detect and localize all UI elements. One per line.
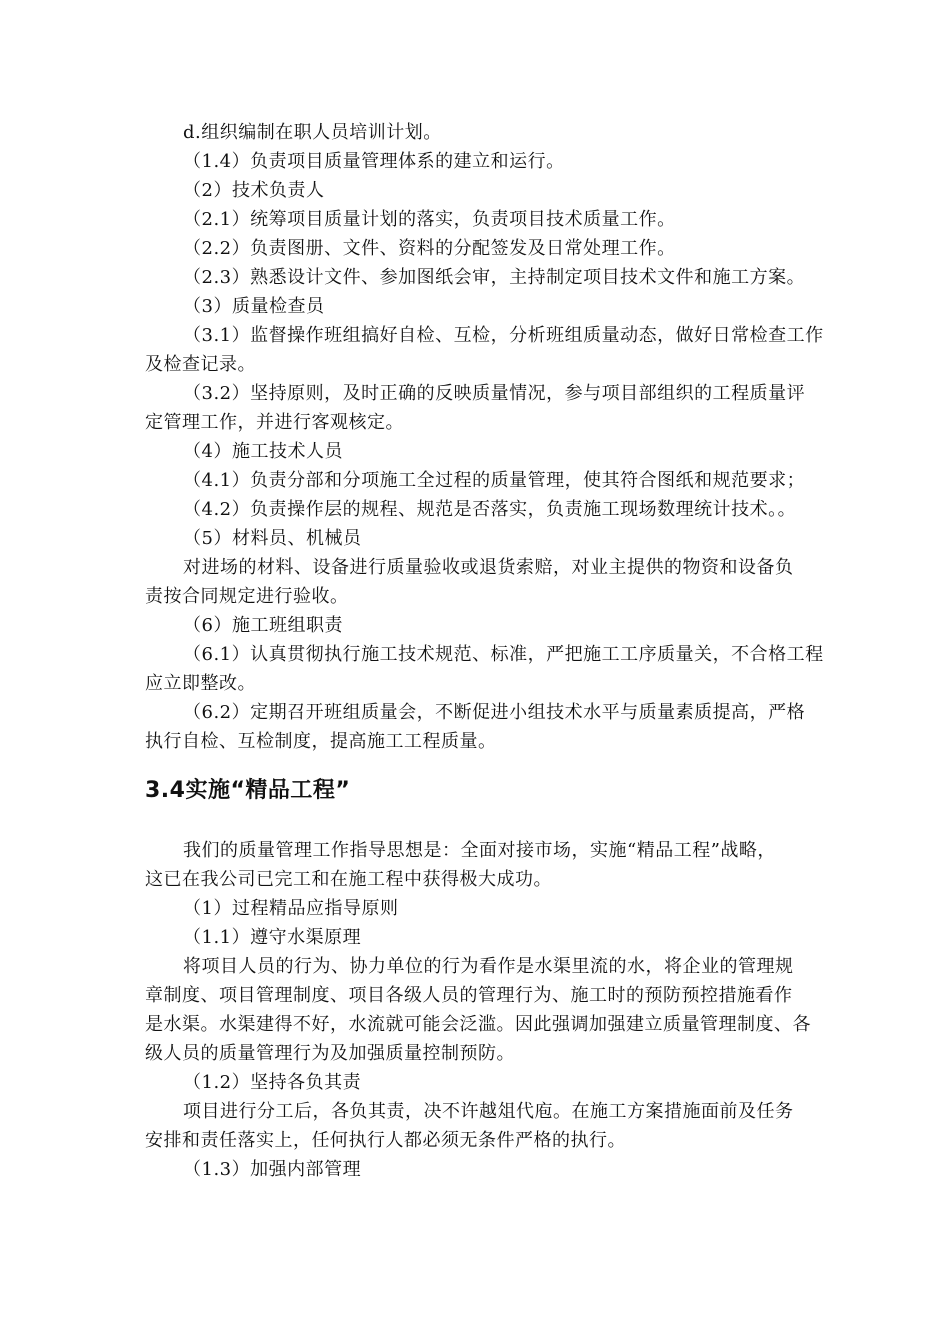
text-line: （1.1）遵守水渠原理 xyxy=(183,927,362,948)
text-line: 对进场的材料、设备进行质量验收或退货索赔，对业主提供的物资和设备负 xyxy=(183,557,794,578)
text-line: 及检查记录。 xyxy=(145,354,256,375)
text-line: （3.2）坚持原则，及时正确的反映质量情况，参与项目部组织的工程质量评 xyxy=(183,383,806,404)
text-line: （6.1）认真贯彻执行施工技术规范、标准，严把施工工序质量关，不合格工程 xyxy=(183,644,824,665)
text-line: （4.2）负责操作层的规程、规范是否落实，负责施工现场数理统计技术。。 xyxy=(183,499,797,520)
text-line: （1.4）负责项目质量管理体系的建立和运行。 xyxy=(183,151,565,172)
text-line: （2.3）熟悉设计文件、参加图纸会审，主持制定项目技术文件和施工方案。 xyxy=(183,267,806,288)
text-line: （1.3）加强内部管理 xyxy=(183,1159,362,1180)
text-line: （4.1）负责分部和分项施工全过程的质量管理，使其符合图纸和规范要求； xyxy=(183,470,806,491)
text-line: （1）过程精品应指导原则 xyxy=(183,898,399,919)
text-line: 责按合同规定进行验收。 xyxy=(145,586,349,607)
text-line: （3.1）监督操作班组搞好自检、互检，分析班组质量动态，做好日常检查工作 xyxy=(183,325,824,346)
text-line: 执行自检、互检制度，提高施工工程质量。 xyxy=(145,731,497,752)
text-line: 将项目人员的行为、协力单位的行为看作是水渠里流的水，将企业的管理规 xyxy=(183,956,794,977)
text-line: （3）质量检查员 xyxy=(183,296,325,317)
text-line: （6）施工班组职责 xyxy=(183,615,343,636)
text-line: d.组织编制在职人员培训计划。 xyxy=(183,122,442,143)
text-line: （2.2）负责图册、文件、资料的分配签发及日常处理工作。 xyxy=(183,238,676,259)
text-line: 应立即整改。 xyxy=(145,673,256,694)
text-line: （1.2）坚持各负其责 xyxy=(183,1072,362,1093)
text-line: 章制度、项目管理制度、项目各级人员的管理行为、施工时的预防预控措施看作 xyxy=(145,985,793,1006)
text-line: 这已在我公司已完工和在施工程中获得极大成功。 xyxy=(145,869,552,890)
text-line: 项目进行分工后，各负其责，决不许越俎代庖。在施工方案措施面前及任务 xyxy=(183,1101,794,1122)
text-line: （2.1）统筹项目质量计划的落实，负责项目技术质量工作。 xyxy=(183,209,676,230)
text-line: 定管理工作，并进行客观核定。 xyxy=(145,412,404,433)
text-line: （6.2）定期召开班组质量会，不断促进小组技术水平与质量素质提高，严格 xyxy=(183,702,806,723)
text-line: 安排和责任落实上，任何执行人都必须无条件严格的执行。 xyxy=(145,1130,626,1151)
text-line: 是水渠。水渠建得不好，水流就可能会泛滥。因此强调加强建立质量管理制度、各 xyxy=(145,1014,811,1035)
text-line: （4）施工技术人员 xyxy=(183,441,343,462)
text-line: 级人员的质量管理行为及加强质量控制预防。 xyxy=(145,1043,515,1064)
text-line: （2）技术负责人 xyxy=(183,180,325,201)
text-line: 我们的质量管理工作指导思想是：全面对接市场，实施“精品工程”战略， xyxy=(183,840,776,861)
section-heading: 3.4实施“精品工程” xyxy=(145,778,351,803)
text-line: （5）材料员、机械员 xyxy=(183,528,362,549)
